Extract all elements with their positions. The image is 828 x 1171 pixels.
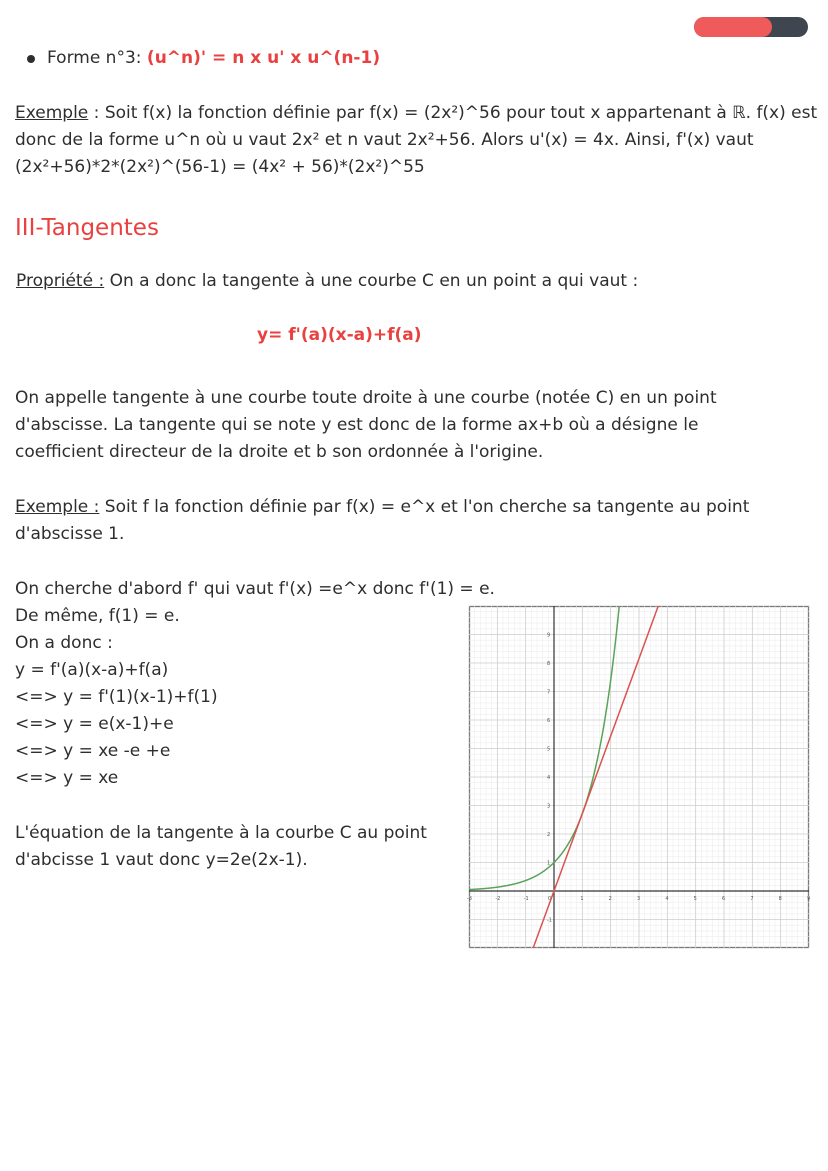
step-line: <=> y = f'(1)(x-1)+f(1) <box>15 687 218 707</box>
y-tick-label: 9 <box>547 632 551 639</box>
definition-line3: coefficient directeur de la droite et b son ordonnée à l'origine. <box>15 442 544 462</box>
x-tick-label: 8 <box>778 896 782 902</box>
step-line: <=> y = xe -e +e <box>15 741 171 761</box>
definition-line1: On appelle tangente à une courbe toute droite à une courbe (notée C) en un point <box>15 388 717 408</box>
y-tick-label: 7 <box>547 689 551 696</box>
conclusion-line1: L'équation de la tangente à la courbe C au point <box>15 823 427 843</box>
forme-formula: (u^n)' = n x u' x u^(n-1) <box>146 48 381 68</box>
bullet-icon <box>27 55 35 63</box>
step-line: On a donc : <box>15 633 113 653</box>
step-line: On cherche d'abord f' qui vaut f'(x) =e^x donc f'(1) = e. <box>15 579 495 599</box>
y-tick-label: 2 <box>547 832 551 838</box>
x-tick-label: 1 <box>580 896 584 902</box>
exemple1-line1 <box>15 100 817 127</box>
y-tick-label: 6 <box>547 718 551 724</box>
y-tick-label: -1 <box>547 917 552 924</box>
tangent-graph <box>469 606 809 948</box>
exemple2-line1 <box>15 494 749 521</box>
x-tick-label: -2 <box>495 896 501 902</box>
y-tick-label: 8 <box>547 661 551 667</box>
x-tick-label: 4 <box>665 896 669 902</box>
step-line: y = f'(a)(x-a)+f(a) <box>15 660 169 680</box>
x-tick-label: 3 <box>637 896 641 902</box>
y-tick-label: 4 <box>547 775 551 781</box>
y-tick-label: 5 <box>547 746 551 753</box>
progress-bar <box>694 17 808 37</box>
step-line: <=> y = e(x-1)+e <box>15 714 174 734</box>
tangent-formula: y= f'(a)(x-a)+f(a) <box>257 325 422 345</box>
exemple2-label: Exemple : <box>15 497 100 517</box>
x-tick-label: -3 <box>467 896 472 902</box>
x-tick-label: 9 <box>807 896 811 902</box>
x-tick-label: 7 <box>750 896 754 902</box>
conclusion-line2: d'abcisse 1 vaut donc y=2e(2x-1). <box>15 850 308 870</box>
x-tick-label: 2 <box>608 896 612 902</box>
forme-line <box>47 45 380 72</box>
definition-line2: d'abscisse. La tangente qui se note y est donc de la forme ax+b où a désigne le <box>15 415 699 435</box>
propriete-label: Propriété : <box>16 271 105 291</box>
exemple1-line2: donc de la forme u^n où u vaut 2x² et n vaut 2x²+56. Alors u'(x) = 4x. Ainsi, f'(x) vaut <box>15 130 754 150</box>
exemple1-label: Exemple <box>15 103 89 123</box>
step-line: <=> y = xe <box>15 768 119 788</box>
exemple2-text1: Soit f la fonction définie par f(x) = e^x et l'on cherche sa tangente au point <box>99 497 750 517</box>
y-tick-label: 1 <box>547 860 551 867</box>
x-tick-label: 5 <box>693 896 697 902</box>
origin-label: 0 <box>548 896 552 902</box>
x-tick-label: 6 <box>722 896 726 902</box>
exemple1-line3: (2x²+56)*2*(2x²)^(56-1) = (4x² + 56)*(2x²)^55 <box>15 157 425 177</box>
x-tick-label: -1 <box>523 896 529 902</box>
progress-fill <box>694 17 772 37</box>
step-line: De même, f(1) = e. <box>15 606 180 626</box>
y-tick-label: 3 <box>547 803 551 810</box>
section-title: III-Tangentes <box>15 215 159 241</box>
exemple2-line2: d'abscisse 1. <box>15 524 125 544</box>
forme-label: Forme n°3: <box>47 48 147 68</box>
propriete-line <box>16 268 638 295</box>
exemple1-text1: : Soit f(x) la fonction définie par f(x) = (2x²)^56 pour tout x appartenant à ℝ. f(x) est <box>88 103 818 123</box>
propriete-text: On a donc la tangente à une courbe C en un point a qui vaut : <box>104 271 639 291</box>
